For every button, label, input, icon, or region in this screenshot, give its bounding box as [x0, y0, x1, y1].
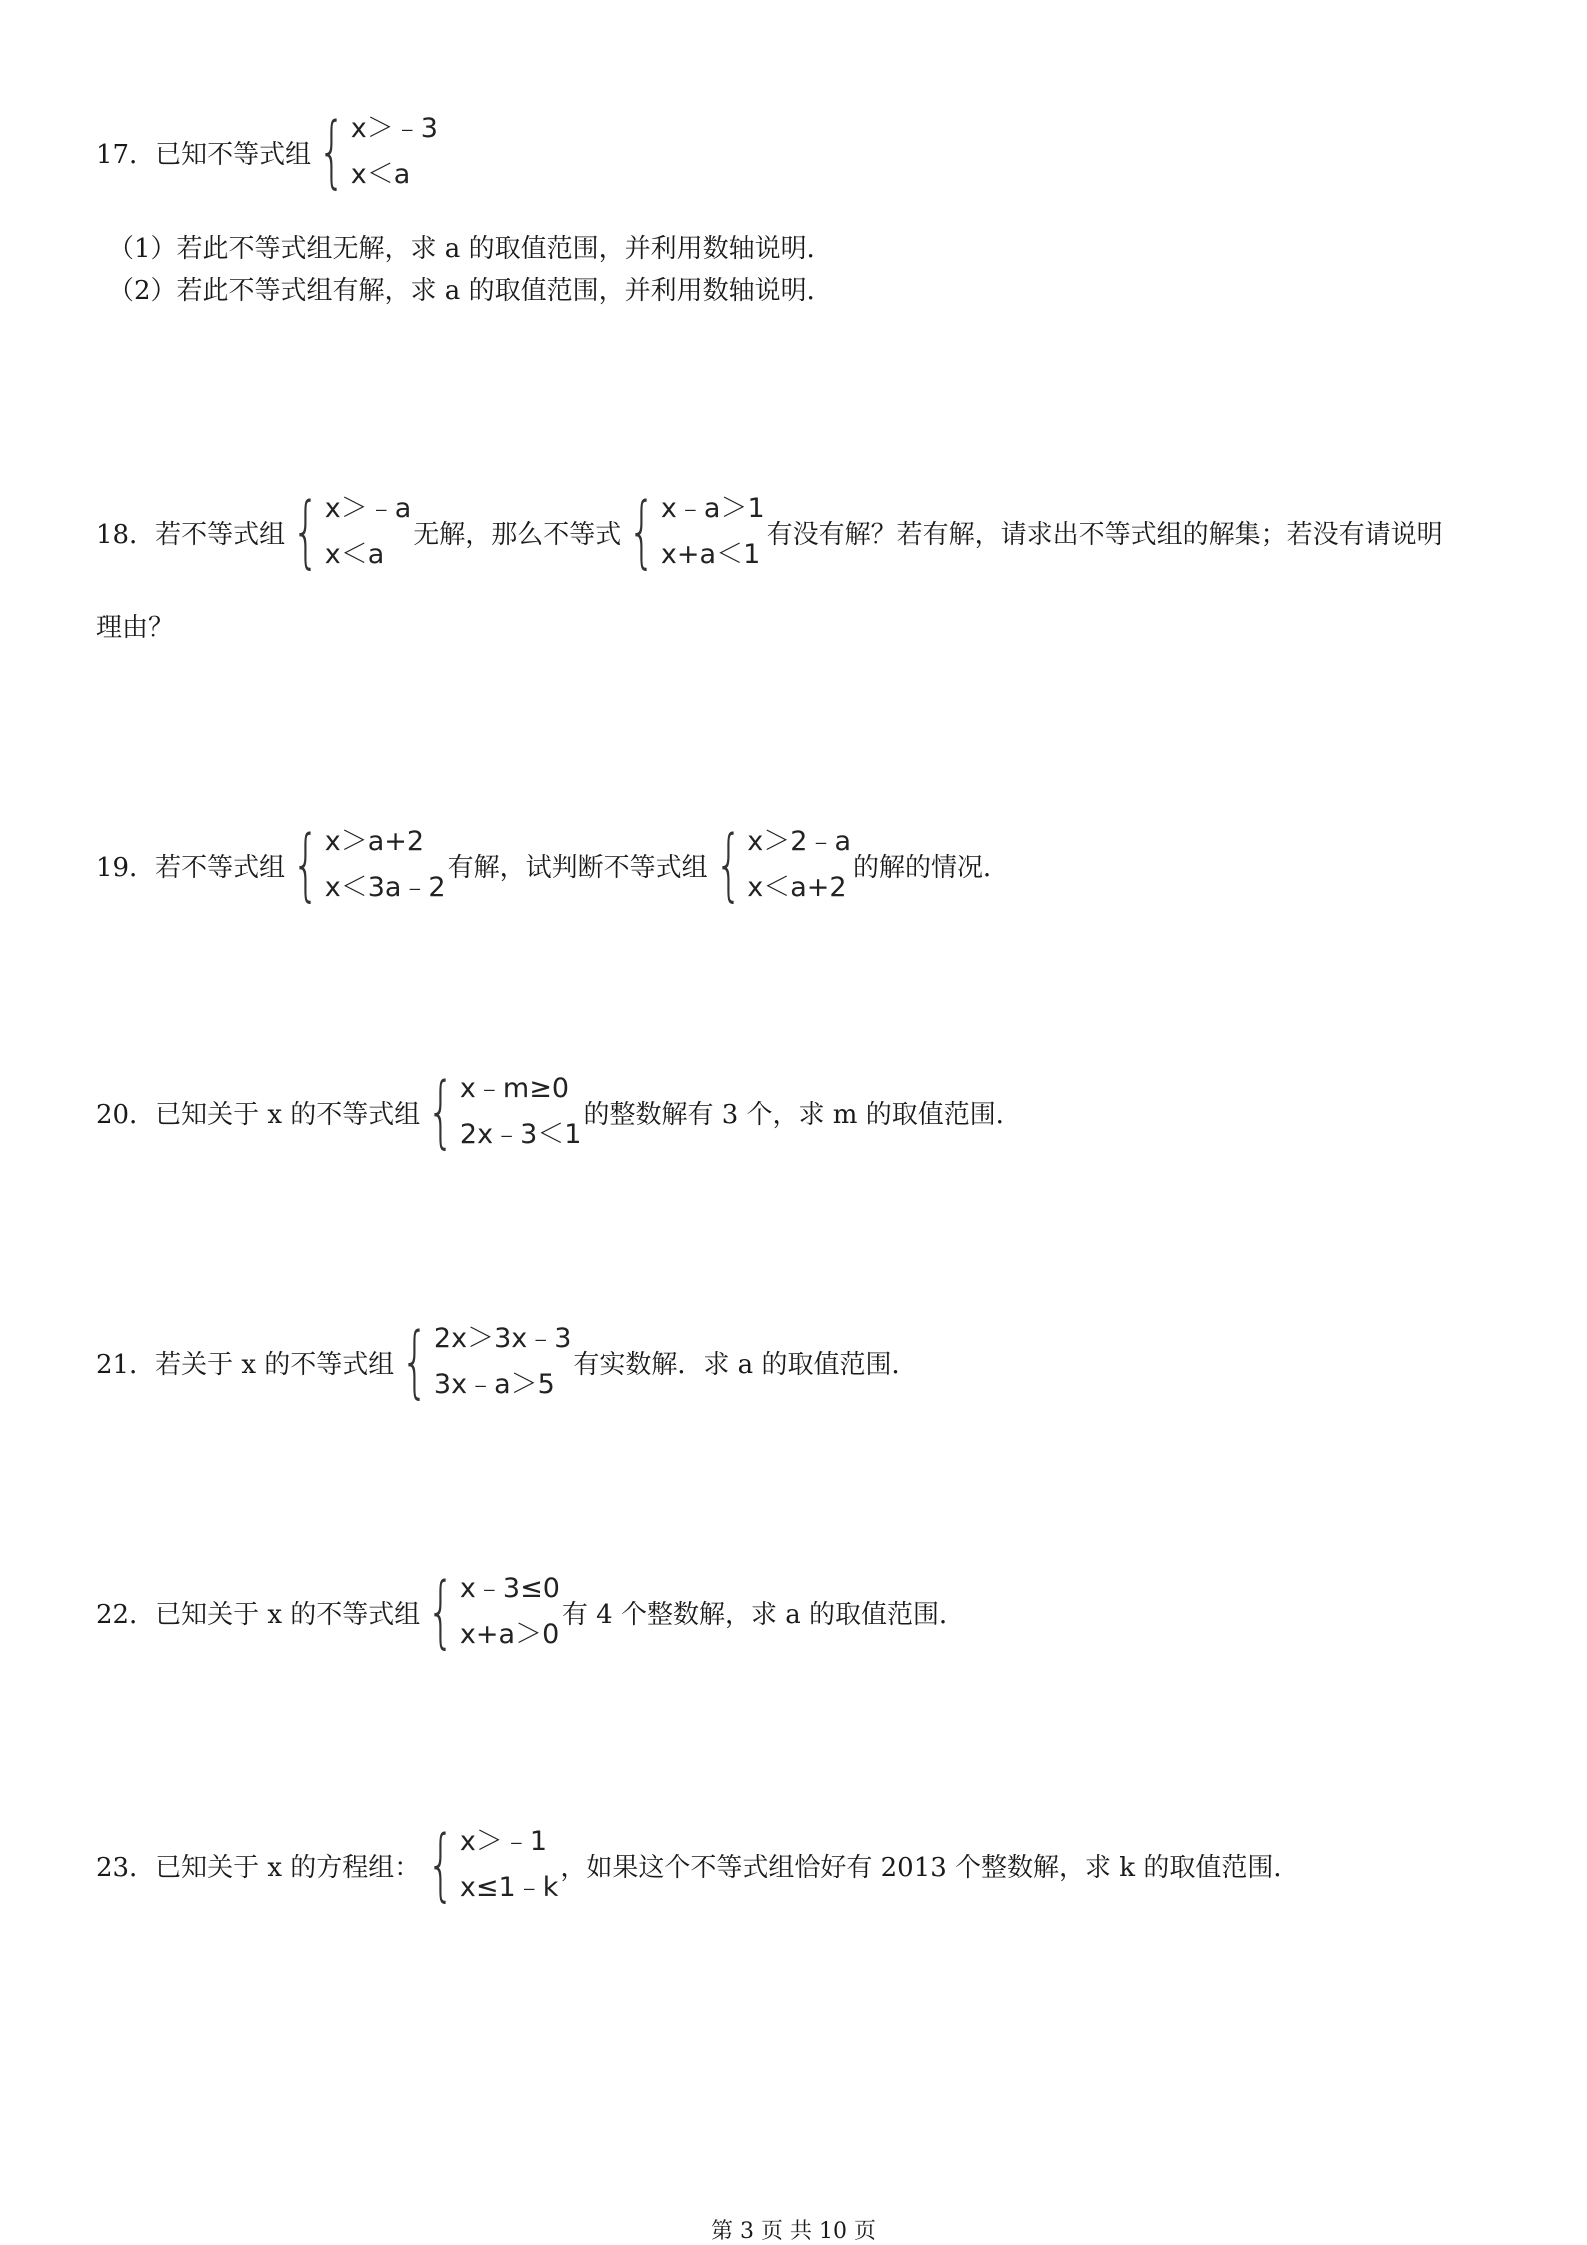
question-text: 23．已知关于 x 的方程组：	[96, 1852, 421, 1883]
question-22	[96, 1567, 965, 1657]
question-text: ，如果这个不等式组恰好有 2013 个整数解，求 k 的取值范围．	[560, 1852, 1300, 1883]
question-17	[96, 107, 440, 197]
question-18	[96, 487, 1443, 577]
question-text: 21．若关于 x 的不等式组	[96, 1349, 395, 1380]
page-footer: 第 3 页 共 10 页	[711, 2219, 876, 2244]
inequality-system	[712, 820, 851, 910]
system-line: x＞﹣3	[350, 113, 438, 144]
system-line: x≤1﹣k	[459, 1872, 559, 1903]
left-brace-icon: {	[292, 487, 320, 577]
system-line: 2x＞3x﹣3	[433, 1323, 572, 1354]
question-19	[96, 820, 1009, 910]
left-brace-icon: {	[714, 820, 743, 910]
inequality-system	[424, 1067, 582, 1157]
system-line: x＞﹣1	[459, 1826, 548, 1857]
system-line: x+a＞0	[459, 1619, 560, 1650]
question-text: 有解，试判断不等式组	[447, 852, 708, 883]
inequality-system	[625, 487, 765, 577]
question-18-continuation: 理由？	[96, 613, 175, 643]
system-line: x＞﹣a	[324, 493, 412, 524]
system-line: x＞2﹣a	[747, 826, 851, 857]
system-line: x﹣m≥0	[459, 1073, 570, 1104]
question-text: 18．若不等式组	[96, 519, 286, 550]
left-brace-icon: {	[401, 1317, 429, 1407]
q17-part-2: （2）若此不等式组有解，求 a 的取值范围，并利用数轴说明．	[108, 276, 833, 306]
question-text: 17．已知不等式组	[96, 139, 312, 170]
question-text: 有实数解．求 a 的取值范围．	[573, 1349, 918, 1380]
inequality-system	[315, 107, 438, 197]
left-brace-icon: {	[318, 107, 346, 197]
left-brace-icon: {	[427, 1567, 455, 1657]
left-brace-icon: {	[628, 487, 656, 577]
inequality-system	[289, 820, 446, 910]
left-brace-icon: {	[292, 820, 320, 910]
system-line: x＜a+2	[747, 872, 847, 903]
inequality-system	[424, 1820, 559, 1910]
question-text: 的整数解有 3 个，求 m 的取值范围．	[583, 1099, 1022, 1130]
system-line: x＜a	[350, 159, 411, 190]
left-brace-icon: {	[427, 1820, 455, 1910]
system-line: x＞a+2	[324, 826, 425, 857]
system-line: x+a＜1	[660, 539, 761, 570]
left-brace-icon: {	[427, 1067, 455, 1157]
inequality-system	[398, 1317, 572, 1407]
system-line: 3x﹣a＞5	[433, 1369, 555, 1400]
system-line: x＜a	[324, 539, 385, 570]
inequality-system	[289, 487, 412, 577]
question-20	[96, 1067, 1022, 1157]
question-23	[96, 1820, 1300, 1910]
system-line: x＜3a﹣2	[324, 872, 446, 903]
system-line: x﹣a＞1	[660, 493, 765, 524]
question-text: 无解，那么不等式	[413, 519, 622, 550]
system-line: x﹣3≤0	[459, 1573, 560, 1604]
question-text: 的解的情况．	[852, 852, 1009, 883]
inequality-system	[424, 1567, 560, 1657]
question-21	[96, 1317, 918, 1407]
question-text: 有没有解？若有解，请求出不等式组的解集；若没有请说明	[766, 519, 1443, 550]
question-text: 22．已知关于 x 的不等式组	[96, 1599, 421, 1630]
question-text: 19．若不等式组	[96, 852, 286, 883]
question-text: 有 4 个整数解，求 a 的取值范围．	[561, 1599, 965, 1630]
question-text: 20．已知关于 x 的不等式组	[96, 1099, 421, 1130]
q17-part-1: （1）若此不等式组无解，求 a 的取值范围，并利用数轴说明．	[108, 234, 833, 264]
system-line: 2x﹣3＜1	[459, 1119, 582, 1150]
